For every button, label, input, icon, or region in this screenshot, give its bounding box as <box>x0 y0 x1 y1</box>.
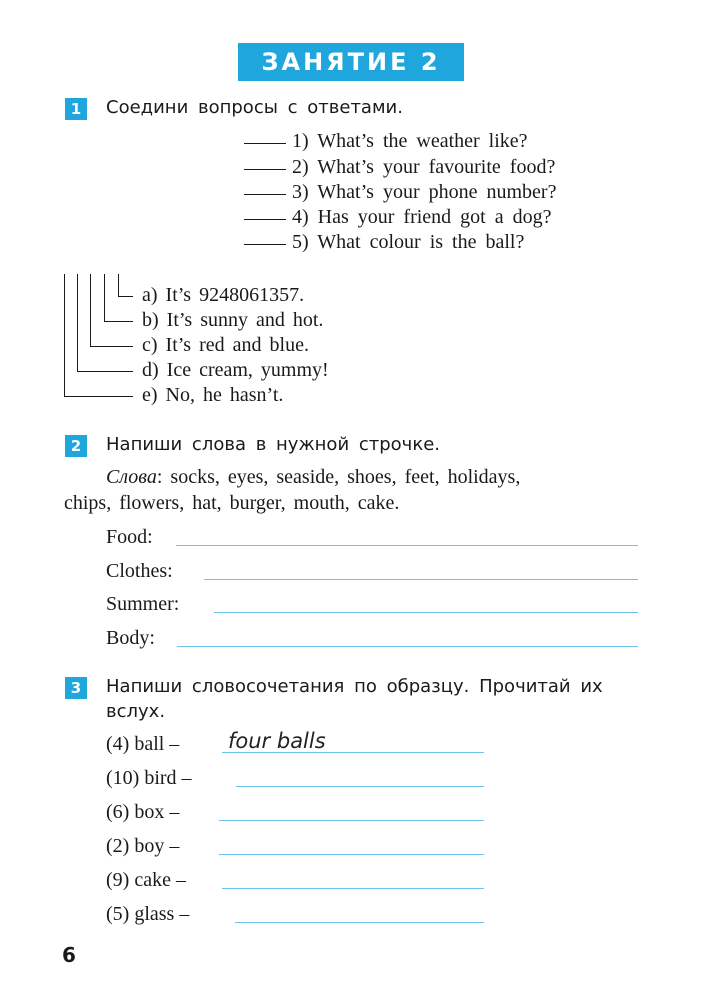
word-list-words-1: : socks, eyes, seaside, shoes, feet, holidays, <box>156 466 521 488</box>
item-glass: (5) glass – <box>106 903 190 925</box>
answer-a: a) It’s 9248061357. <box>142 284 305 306</box>
answer-e: e) No, he hasn’t. <box>142 384 284 406</box>
exercise-3-instruction-1: Напиши словосочетания по образцу. Прочитай их <box>106 676 603 697</box>
word-list-line-1 <box>106 466 520 489</box>
item-ball: (4) ball – <box>106 733 180 755</box>
question-2: 2) What’s your favourite food? <box>292 156 556 178</box>
word-list-line-2: chips, flowers, hat, burger, mouth, cake. <box>64 492 400 514</box>
question-1: 1) What’s the weather like? <box>292 130 528 152</box>
category-body-line[interactable] <box>177 646 638 647</box>
item-glass-line[interactable] <box>235 922 484 923</box>
answer-c: c) It’s red and blue. <box>142 334 309 356</box>
category-food-line[interactable] <box>176 545 638 546</box>
item-box: (6) box – <box>106 801 180 823</box>
category-summer-label: Summer: <box>106 593 180 615</box>
item-box-line[interactable] <box>219 820 484 821</box>
page-number: 6 <box>62 943 76 967</box>
question-4: 4) Has your friend got a dog? <box>292 206 552 228</box>
exercise-1-instruction: Соедини вопросы с ответами. <box>106 97 403 118</box>
question-5-blank[interactable] <box>244 244 286 245</box>
question-3: 3) What’s your phone number? <box>292 181 557 203</box>
exercise-3-instruction-2: вслух. <box>106 701 166 722</box>
item-boy: (2) boy – <box>106 835 180 857</box>
word-list-label: Слова <box>106 466 157 488</box>
question-5: 5) What colour is the ball? <box>292 231 525 253</box>
category-body-label: Body: <box>106 627 155 649</box>
answer-b: b) It’s sunny and hot. <box>142 309 324 331</box>
item-bird: (10) bird – <box>106 767 192 789</box>
category-clothes-line[interactable] <box>204 579 638 580</box>
answer-d: d) Ice cream, yummy! <box>142 359 329 381</box>
question-4-blank[interactable] <box>244 219 286 220</box>
question-2-blank[interactable] <box>244 169 286 170</box>
category-food-label: Food: <box>106 526 153 548</box>
exercise-1-number: 1 <box>65 98 87 120</box>
example-answer: four balls <box>228 729 326 753</box>
item-cake: (9) cake – <box>106 869 186 891</box>
item-ball-line[interactable] <box>222 752 484 753</box>
category-summer-line[interactable] <box>214 612 638 613</box>
question-3-blank[interactable] <box>244 194 286 195</box>
page-title: ЗАНЯТИЕ 2 <box>238 43 464 81</box>
exercise-3-number: 3 <box>65 677 87 699</box>
item-boy-line[interactable] <box>219 854 484 855</box>
item-bird-line[interactable] <box>236 786 484 787</box>
question-1-blank[interactable] <box>244 143 286 144</box>
connector-e[interactable] <box>64 274 133 397</box>
exercise-2-number: 2 <box>65 435 87 457</box>
category-clothes-label: Clothes: <box>106 560 173 582</box>
item-cake-line[interactable] <box>222 888 484 889</box>
exercise-2-instruction: Напиши слова в нужной строчке. <box>106 434 440 455</box>
